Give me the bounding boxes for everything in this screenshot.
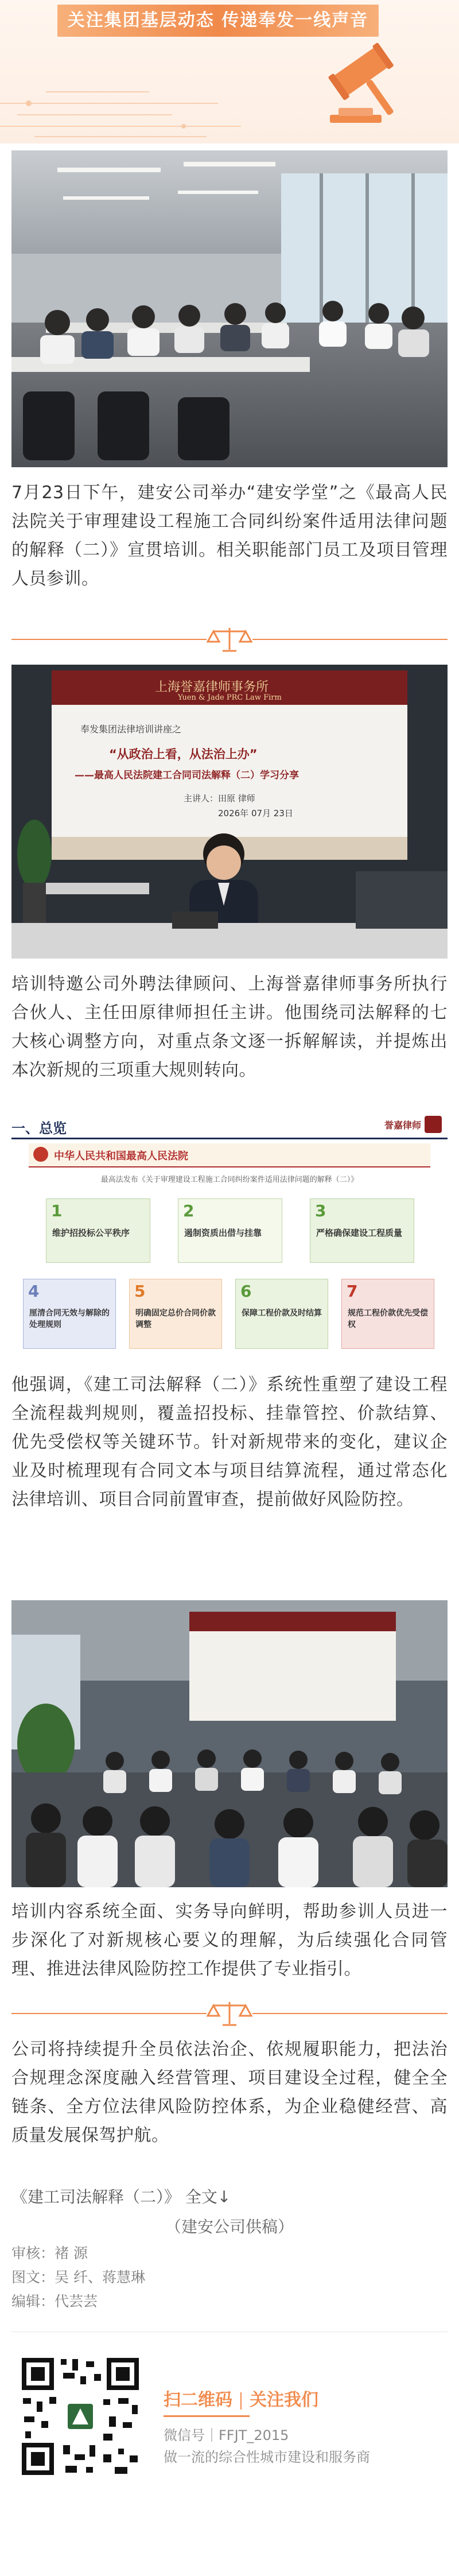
header-banner xyxy=(0,0,459,143)
slide-notice-line: 最高法发布《关于审理建设工程施工合同纠纷案件适用法律问题的解释（二）》 xyxy=(100,1176,359,1184)
follow-separator xyxy=(240,2392,242,2410)
qr-code[interactable] xyxy=(17,2353,143,2480)
slide-box-6 xyxy=(235,1279,328,1349)
credit-author: 图文：吴 纤、蒋慧琳 xyxy=(11,2269,145,2286)
screen-date: 2026年 07月 23日 xyxy=(218,808,293,818)
follow-us-label: 关注我们 xyxy=(250,2390,318,2410)
follow-underline xyxy=(164,2415,250,2417)
screen-header-en: Yuen & Jade PRC Law Firm xyxy=(178,693,282,702)
slide-box-7 xyxy=(341,1279,434,1349)
slide-box-number: 3 xyxy=(315,1201,326,1220)
credit-reviewer: 审核：褚 源 xyxy=(11,2245,88,2261)
gavel-icon xyxy=(318,40,416,126)
slide-logo-text: 誉嘉律师 xyxy=(384,1120,421,1131)
photo-audience xyxy=(11,1600,448,1887)
slide-box-text: 严格确保建设工程质量 xyxy=(316,1228,403,1238)
photo-speaker xyxy=(11,665,448,959)
article-paragraph-1: 7月23日下午，建安公司举办“建安学堂”之《最高人民法院关于审理建设工程施工合同纠纷案件适用法律问题的解释（二）》宣贯培训。相关职能部门员工及项目管理人员参训。 xyxy=(11,483,448,589)
wechat-id: 微信号｜FFJT_2015 xyxy=(164,2427,289,2443)
screen-speaker: 主讲人：田原 律师 xyxy=(184,793,255,804)
scan-qr-label: 扫二维码 xyxy=(164,2390,232,2410)
slide-box-number: 2 xyxy=(183,1201,195,1220)
slide-box-text: 保障工程价款及时结算 xyxy=(242,1309,322,1318)
banner-title-bar xyxy=(57,5,379,37)
slide-box-text: 遏制资质出借与挂靠 xyxy=(184,1228,262,1238)
slide-box-number: 6 xyxy=(240,1282,252,1301)
slide-box-text: 明确固定总价合同价款调整 xyxy=(135,1309,216,1329)
slide-box-text: 规范工程价款优先受偿权 xyxy=(348,1309,428,1329)
slide-box-4 xyxy=(23,1279,116,1349)
attachment-link[interactable]: 《建工司法解释（二）》 全文↓ xyxy=(11,2187,231,2206)
justice-scale-divider xyxy=(0,623,459,655)
article-paragraph-5: 公司将持续提升全员依法治企、依规履职能力，把法治合规理念深度融入经营管理、项目建设全过程，健全全链条、全方位法律风险防控体系，为企业稳健经营、高质量发展保驾护航。 xyxy=(11,2039,448,2146)
screen-header: 上海誉嘉律师事务所 xyxy=(155,680,269,695)
slide-box-text: 厘清合同无效与解除的处理规则 xyxy=(29,1309,110,1329)
court-emblem-icon xyxy=(33,1147,48,1162)
slide-court-title: 中华人民共和国最高人民法院 xyxy=(54,1150,188,1162)
slide-box-5 xyxy=(129,1279,222,1349)
slide-rule xyxy=(11,1138,448,1139)
credit-editor: 编辑：代芸芸 xyxy=(11,2293,98,2310)
supplier-note: （建安公司供稿） xyxy=(165,2217,294,2236)
company-slogan: 做一流的综合性城市建设和服务商 xyxy=(164,2449,370,2465)
slide-box-number: 1 xyxy=(51,1201,63,1220)
slide-box-number: 7 xyxy=(347,1282,358,1301)
article-paragraph-3: 他强调，《建工司法解释（二）》系统性重塑了建设工程全流程裁判规则，覆盖招投标、挂靠管控、价款结算、优先受偿权等关键环节。针对新规带来的变化，建议企业及时梳理现有合同文本与项目结算流程，通过常态化法律培训、项目合同前置审查，提前做好风险防控。 xyxy=(11,1375,448,1510)
screen-title-2: ——最高人民法院建工合同司法解释（二）学习分享 xyxy=(75,770,299,781)
slide-box-2 xyxy=(178,1198,282,1263)
article-paragraph-4: 培训内容系统全面、实务导向鲜明，帮助参训人员进一步深化了对新规核心要义的理解，为后续强化合同管理、推进法律风险防控工作提供了专业指引。 xyxy=(11,1902,448,1979)
slide-logo xyxy=(373,1116,442,1133)
screen-title-1: “从政治上看，从法治上办” xyxy=(109,747,258,761)
photo-training-room xyxy=(11,150,448,467)
follow-us[interactable] xyxy=(164,2388,410,2413)
law-firm-logo-icon xyxy=(425,1116,442,1133)
article-paragraph-2: 培训特邀公司外聘法律顾问、上海誉嘉律师事务所执行合伙人、主任田原律师担任主讲。他围绕司法解释的七大核心调整方向，对重点条文逐一拆解解读，并提炼出本次新规的三项重大规则转向。 xyxy=(11,974,448,1080)
banner-title: 关注集团基层动态 传递奉发一线声音 xyxy=(67,10,369,30)
slide-section-label: 一、总览 xyxy=(11,1120,67,1136)
slide-box-1 xyxy=(46,1198,150,1263)
slide-overview xyxy=(11,1112,448,1360)
footer-divider xyxy=(11,2331,448,2332)
slide-box-number: 5 xyxy=(134,1282,146,1301)
slide-box-3 xyxy=(310,1198,414,1263)
justice-scale-divider xyxy=(0,1997,459,2030)
screen-subtitle: 奉发集团法律培训讲座之 xyxy=(80,724,182,735)
slide-court-banner xyxy=(29,1143,430,1167)
slide-box-text: 维护招投标公平秩序 xyxy=(52,1228,130,1238)
slide-box-number: 4 xyxy=(28,1282,40,1301)
